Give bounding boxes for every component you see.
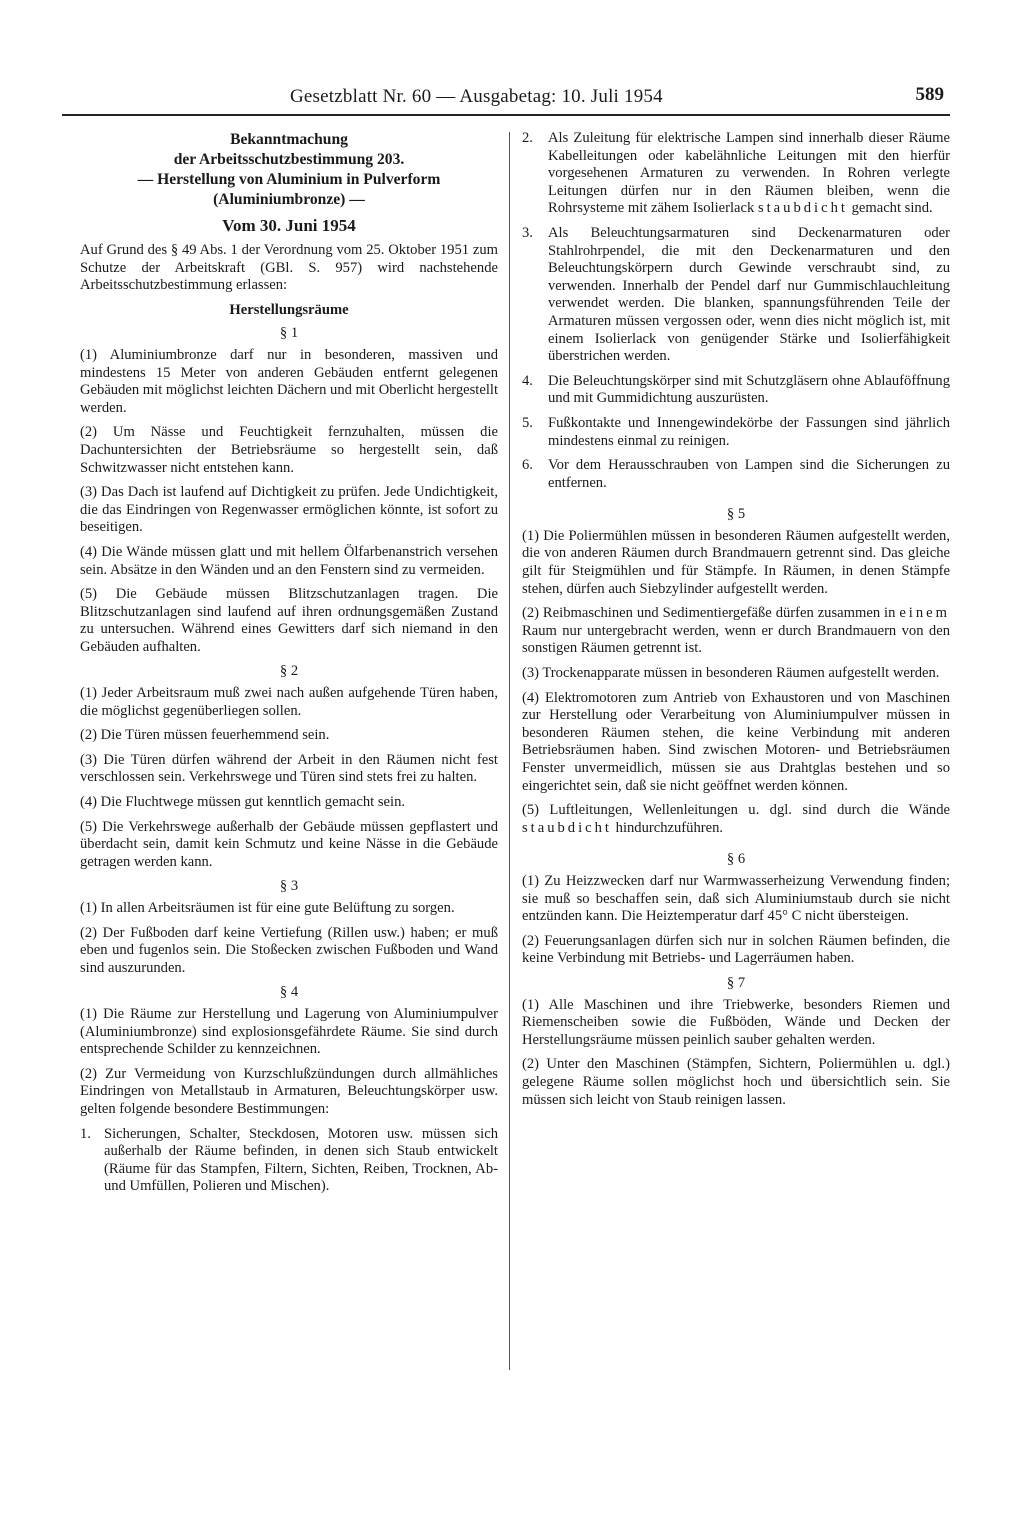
list-item-text: Die Beleuchtungskörper sind mit Schutzgläsern ohne Ablauföffnung und mit Gummidichtung auszurüsten.	[548, 372, 950, 407]
list-item-number: 1.	[80, 1125, 91, 1142]
s5-p5-before: (5) Luftleitungen, Wellenleitungen u. dgl. sind durch die Wände	[522, 802, 950, 819]
s2-paragraph-3: (3) Die Türen dürfen während der Arbeit in den Räumen nicht fest verschlossen sein. Verkehrswege und Türen sind stets frei zu halten.	[80, 751, 498, 786]
emphasis-staubdicht: staubdicht	[757, 200, 848, 217]
section-heading-2: § 2	[279, 663, 299, 680]
title-block	[80, 130, 498, 236]
s1-paragraph-3: (3) Das Dach ist laufend auf Dichtigkeit zu prüfen. Jede Undichtigkeit, die das Eindringen von Regenwasser ermöglichen könnte, ist sofort zu beseitigen.	[80, 484, 498, 536]
list-item-text: Als Beleuchtungsarmaturen sind Deckenarmaturen oder Stahlrohrpendel, die mit den Deckenarmaturen und den Beleuchtungskörpern durch Gewinde verschraubt sind, zu verwenden. Innerhalb der Pendel darf nur Gummischlauchleitung verwendet werden. Die blanken, spannungsführenden Teile der Armaturen müssen vergossen oder, wenn dies nicht möglich ist, mit einem Isolierlack von genügender Stärke und Isolierfähigkeit überstrichen werden.	[548, 224, 950, 365]
page-header	[62, 84, 950, 116]
list-item	[522, 225, 950, 366]
s5-paragraph-2	[522, 605, 950, 658]
section-heading-3: § 3	[279, 878, 299, 895]
title-line-3: — Herstellung von Aluminium in Pulverform	[137, 171, 441, 188]
s7-paragraph-1: (1) Alle Maschinen und ihre Triebwerke, besonders Riemen und Riemenscheiben sowie die Fußböden, Wände und Decken der Herstellungsräume müssen peinlich sauber gehalten werden.	[522, 996, 950, 1048]
left-column	[80, 130, 498, 1203]
s5-paragraph-5	[522, 802, 950, 837]
section-heading-5: § 5	[726, 506, 746, 523]
s5-paragraph-1: (1) Die Poliermühlen müssen in besonderen Räumen aufgestellt werden, die von anderen Räumen durch Brandmauern getrennt sind. Das gleiche gilt für Steigmühlen und für Stämpfe. In Räumen, in denen Stämpfe stehen, dürfen auch Siebzylinder aufgestellt werden.	[522, 527, 950, 597]
s2-paragraph-5: (5) Die Verkehrswege außerhalb der Gebäude müssen gepflastert und überdacht sein, damit kein Schmutz und keine Nässe in die Gebäude getragen werden kann.	[80, 818, 498, 870]
s4-paragraph-2: (2) Zur Vermeidung von Kurzschlußzündungen durch allmähliches Eindringen von Metallstaub in Armaturen, Beleuchtungskörper usw. gelten folgende besondere Bestimmungen:	[80, 1065, 498, 1117]
s5-paragraph-4: (4) Elektromotoren zum Antrieb von Exhaustoren und von Maschinen zur Herstellung oder Verarbeitung von Aluminiumpulver müssen in besonderen Räumen stehen, die keine Verbindung mit anderen Betriebsräumen haben. Sind zwischen Motoren- und Betriebsräumen Fenster unvermeidlich, müssen sie aus Drahtglas bestehen und so eingerichtet sein, daß sie nicht geöffnet werden können.	[522, 689, 950, 794]
list-item-number: 3.	[522, 224, 533, 241]
page-number: 589	[915, 84, 944, 105]
title-line-4: (Aluminiumbronze) —	[213, 191, 365, 208]
s1-paragraph-4: (4) Die Wände müssen glatt und mit hellem Ölfarbenanstrich versehen sein. Absätze in den Wänden und an den Fenstern sind zu vermeiden.	[80, 543, 498, 578]
section-heading-7: § 7	[726, 974, 746, 991]
s3-paragraph-2: (2) Der Fußboden darf keine Vertiefung (Rillen usw.) haben; er muß eben und fugenlos sein. Die Stoßecken zwischen Fußboden und Wand sind auszurunden.	[80, 924, 498, 976]
s2-paragraph-2: (2) Die Türen müssen feuerhemmend sein.	[80, 727, 330, 744]
s2-paragraph-1: (1) Jeder Arbeitsraum muß zwei nach außen aufgehende Türen haben, die möglichst gegenüberliegen sollen.	[80, 685, 498, 719]
list-item	[522, 130, 950, 218]
s6-paragraph-1: (1) Zu Heizzwecken darf nur Warmwasserheizung Verwendung finden; sie muß so beschaffen sein, daß sich Aluminiumstaub durch sie nicht entzünden kann. Die Heiztemperatur darf 45° C nicht übersteigen.	[522, 872, 950, 925]
list-item	[522, 415, 950, 450]
column-divider	[509, 132, 510, 1370]
section-heading-6: § 6	[726, 851, 746, 868]
emphasis-staubdicht-2: staubdicht	[522, 819, 612, 836]
title-line-2: der Arbeitsschutzbestimmung 203.	[173, 151, 405, 168]
intro-paragraph: Auf Grund des § 49 Abs. 1 der Verordnung vom 25. Oktober 1951 zum Schutze der Arbeitskraft (GBl. S. 957) wird nachstehende Arbeitsschutzbestimmung erlassen:	[80, 242, 498, 294]
list-item-text	[548, 130, 950, 218]
list-item-number: 4.	[522, 372, 533, 389]
list-item-text: Vor dem Herausschrauben von Lampen sind die Sicherungen zu entfernen.	[548, 457, 950, 491]
list-item-text-after: gemacht sind.	[851, 200, 933, 217]
list-item-number: 2.	[522, 130, 533, 146]
s5-paragraph-3: (3) Trockenapparate müssen in besonderen Räumen aufgestellt werden.	[522, 665, 940, 682]
title-line-1: Bekanntmachung	[230, 131, 348, 148]
s1-paragraph-2: (2) Um Nässe und Feuchtigkeit fernzuhalten, müssen die Dachuntersichten der Betriebsräume so hergestellt sein, daß Schwitzwasser nicht entstehen kann.	[80, 424, 498, 476]
s5-p2-before: (2) Reibmaschinen und Sedimentiergefäße dürfen zusammen in	[522, 605, 896, 622]
list-item-text: Fußkontakte und Innengewindekörbe der Fassungen sind jährlich mindestens einmal zu reinigen.	[548, 414, 950, 449]
list-item-number: 5.	[522, 414, 533, 431]
list-item	[522, 457, 950, 492]
s1-paragraph-1: (1) Aluminiumbronze darf nur in besonderen, massiven und mindestens 15 Meter von anderen Gebäuden entfernt gelegenen Gebäuden mit möglichst leichten Dächern und mit Oberlicht hergestellt werden.	[80, 346, 498, 416]
emphasis-einem: einem	[899, 605, 950, 622]
list-item-number: 6.	[522, 457, 533, 474]
s5-p5-after: hindurchzuführen.	[615, 819, 724, 836]
header-title: Gesetzblatt Nr. 60 — Ausgabetag: 10. Juli 1954	[290, 86, 663, 107]
section-heading-4: § 4	[279, 984, 299, 1001]
s3-paragraph-1: (1) In allen Arbeitsräumen ist für eine gute Belüftung zu sorgen.	[80, 900, 455, 916]
right-column	[522, 130, 950, 1116]
s1-paragraph-5: (5) Die Gebäude müssen Blitzschutzanlagen tragen. Die Blitzschutzanlagen sind laufend auf ihren ordnungsgemäßen Zustand zu untersuchen. Während eines Gewitters darf sich niemand in den Gebäuden aufhalten.	[80, 586, 498, 655]
subheading: Herstellungsräume	[229, 301, 349, 318]
section-heading-1: § 1	[279, 325, 299, 342]
title-date: Vom 30. Juni 1954	[222, 216, 356, 235]
s4-paragraph-1: (1) Die Räume zur Herstellung und Lagerung von Aluminiumpulver (Aluminiumbronze) sind explosionsgefährdete Räume. Sie sind durch entsprechende Schilder zu kennzeichnen.	[80, 1005, 498, 1058]
list-item	[80, 1126, 498, 1196]
s5-p2-after: Raum nur untergebracht werden, wenn er durch Brandmauern von den sonstigen Räumen getrennt ist.	[522, 622, 950, 657]
s6-paragraph-2: (2) Feuerungsanlagen dürfen sich nur in solchen Räumen befinden, die keine Verbindung mit Betriebs- und Lagerräumen haben.	[522, 932, 950, 967]
list-item-text: Sicherungen, Schalter, Steckdosen, Motoren usw. müssen sich außerhalb der Räume befinden, in denen sich Staub entwickelt (Räume für das Stampfen, Filtern, Sichten, Reiben, Trocknen, Ab- und Umfüllen, Polieren und Mischen).	[104, 1125, 498, 1195]
s7-paragraph-2: (2) Unter den Maschinen (Stämpfen, Sichtern, Poliermühlen u. dgl.) gelegene Räume sollen möglichst hoch und übersichtlich sein. Sie müssen sich leicht von Staub reinigen lassen.	[522, 1056, 950, 1108]
list-item-text-before: Als Zuleitung für elektrische Lampen sind innerhalb dieser Räume Kabelleitungen oder kabelähnliche Leitungen mit den hierfür vorgesehenen Armaturen zu verwenden. In Rohren verlegte Leitungen dürfen nur in den Räumen bleiben, wenn die Rohrsysteme mit zähem Isolierlack	[548, 130, 950, 217]
list-item	[522, 373, 950, 408]
s2-paragraph-4: (4) Die Fluchtwege müssen gut kenntlich gemacht sein.	[80, 794, 406, 811]
